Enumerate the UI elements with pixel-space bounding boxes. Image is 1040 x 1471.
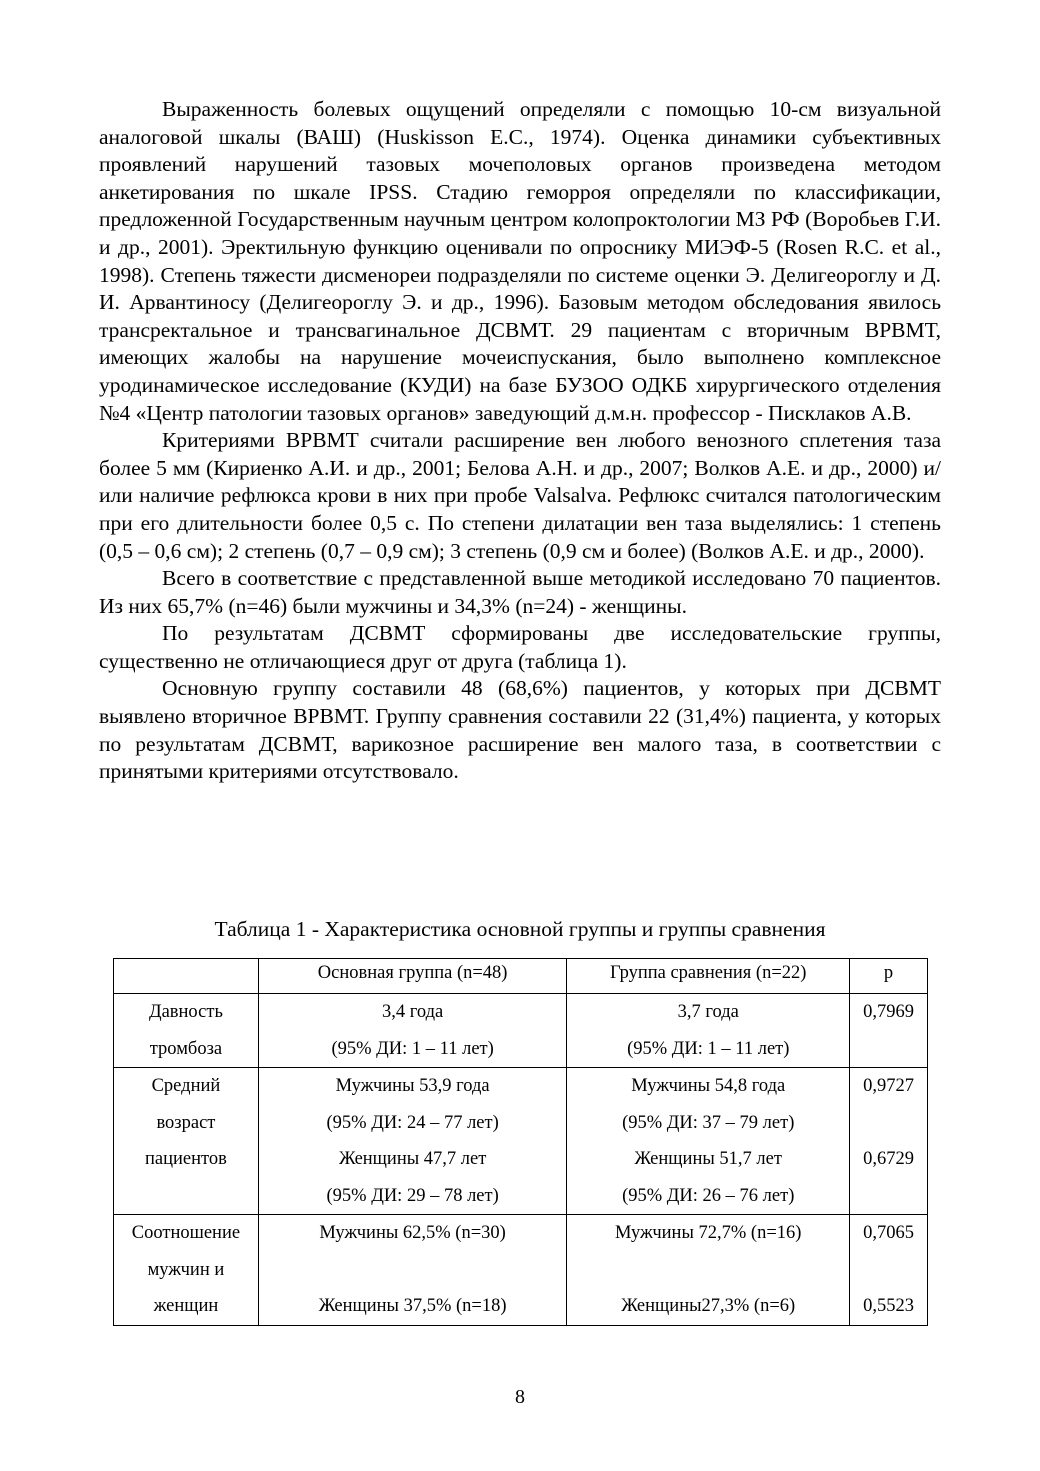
paragraph-4: По результатам ДСВМТ сформированы две исследовательские группы, существенно не отличающиеся друг от друга (таблица 1). — [99, 621, 941, 673]
main-group-cell: 3,4 года (95% ДИ: 1 – 11 лет) — [258, 994, 567, 1068]
paragraph-3: Всего в соответствие с представленной выше методикой исследовано 70 пациентов. Из них 65,7% (n=46) были мужчины и 34,3% (n=24) - женщины. — [99, 566, 941, 618]
comparison-group-cell: Мужчины 72,7% (n=16) Женщины27,3% (n=6) — [567, 1215, 850, 1326]
table-row — [114, 994, 928, 1068]
table-row — [114, 1215, 928, 1326]
p-value-cell: 0,7969 — [850, 994, 928, 1068]
page-number: 8 — [515, 1386, 525, 1408]
table-row — [114, 1068, 928, 1215]
characteristics-table — [113, 958, 928, 1326]
table-header-row — [114, 959, 928, 994]
header-cell-main-group: Основная группа (n=48) — [258, 959, 567, 994]
body-text — [99, 96, 941, 786]
paragraph-2: Критериями ВРВМТ считали расширение вен любого венозного сплетения таза более 5 мм (Кириенко А.И. и др., 2001; Белова А.Н. и др., 2007; Волков А.Е. и др., 2000) и/или наличие рефлюкса крови в них при пробе Valsalva. Рефлюкс считался патологическим при его длительности более 0,5 с. По степени дилатации вен таза выделялись: 1 степень (0,5 – 0,6 см); 2 степень (0,7 – 0,9 см); 3 степень (0,9 см и более) (Волков А.Е. и др., 2000). — [99, 428, 941, 563]
p-value-cell: 0,9727 0,6729 — [850, 1068, 928, 1215]
header-cell-empty — [114, 959, 259, 994]
header-cell-comparison-group: Группа сравнения (n=22) — [567, 959, 850, 994]
comparison-group-cell: Мужчины 54,8 года (95% ДИ: 37 – 79 лет) Женщины 51,7 лет (95% ДИ: 26 – 76 лет) — [567, 1068, 850, 1215]
row-label-cell: Средний возраст пациентов — [114, 1068, 259, 1215]
row-label-cell: Соотношение мужчин и женщин — [114, 1215, 259, 1326]
paragraph-5: Основную группу составили 48 (68,6%) пациентов, у которых при ДСВМТ выявлено вторичное ВРВМТ. Группу сравнения составили 22 (31,4%) пациента, у которых по результатам ДСВМТ, варикозное расширение вен малого таза, в соответствии с принятыми критериями отсутствовало. — [99, 676, 941, 784]
main-group-cell: Мужчины 53,9 года (95% ДИ: 24 – 77 лет) Женщины 47,7 лет (95% ДИ: 29 – 78 лет) — [258, 1068, 567, 1215]
comparison-group-cell: 3,7 года (95% ДИ: 1 – 11 лет) — [567, 994, 850, 1068]
main-group-cell: Мужчины 62,5% (n=30) Женщины 37,5% (n=18) — [258, 1215, 567, 1326]
header-cell-p: p — [850, 959, 928, 994]
row-label-cell: Давность тромбоза — [114, 994, 259, 1068]
table-caption: Таблица 1 - Характеристика основной группы и группы сравнения — [214, 917, 826, 941]
p-value-cell: 0,7065 0,5523 — [850, 1215, 928, 1326]
paragraph-1: Выраженность болевых ощущений определяли с помощью 10-см визуальной аналоговой шкалы (ВАШ) (Huskisson E.C., 1974). Оценка динамики субъективных проявлений нарушений тазовых мочеполовых органов произведена методом анкетирования по шкале IPSS. Стадию геморроя определяли по классификации, предложенной Государственным научным центром колопроктологии МЗ РФ (Воробьев Г.И. и др., 2001). Эректильную функцию оценивали по опроснику МИЭФ-5 (Rosen R.C. et al., 1998). Степень тяжести дисменореи подразделяли по системе оценки Э. Делигеороглу и Д. И. Арвантиносу (Делигеороглу Э. и др., 1996). Базовым методом обследования явилось трансректальное и трансвагинальное ДСВМТ. 29 пациентам с вторичным ВРВМТ, имеющих жалобы на нарушение мочеиспускания, было выполнено комплексное уродинамическое исследование (КУДИ) на базе БУЗОО ОДКБ хирургического отделения №4 «Центр патологии тазовых органов» заведующий д.м.н. профессор - Писклаков А.В. — [99, 97, 941, 425]
